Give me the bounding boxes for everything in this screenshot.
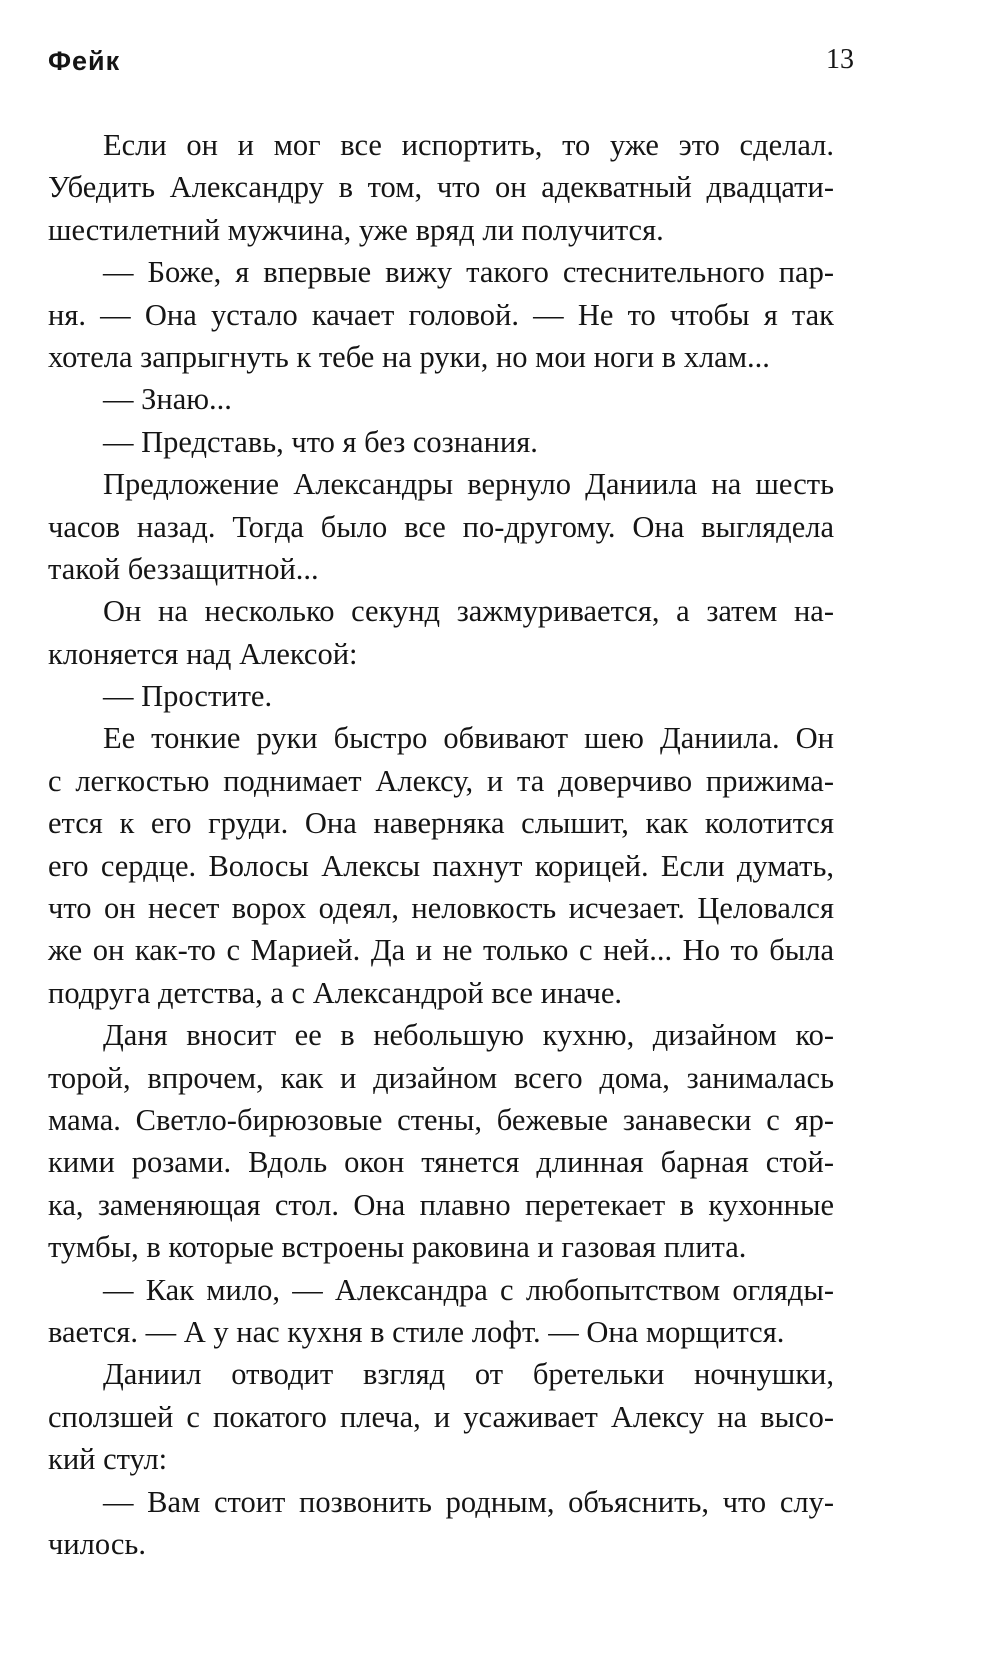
paragraph	[48, 463, 834, 590]
paragraph	[48, 717, 834, 1014]
text-line: — Как мило, — Александра с любопытством огляды-	[103, 1272, 834, 1307]
text-line: кий стул:	[48, 1442, 168, 1477]
text-line: с легкостью поднимает Алексу, и та доверчиво прижима-	[48, 763, 834, 798]
text-line: тумбы, в которые встроены раковина и газовая плита.	[48, 1230, 747, 1265]
paragraph	[48, 378, 834, 420]
text-body	[48, 124, 834, 1565]
text-line: Убедить Александру в том, что он адекватный двадцати-	[48, 170, 834, 205]
text-line: — Боже, я впервые вижу такого стеснительного пар-	[103, 255, 834, 290]
text-line: ня. — Она устало качает головой. — Не то чтобы я так	[48, 297, 834, 332]
book-title: Фейк	[48, 46, 121, 76]
text-line: его сердце. Волосы Алексы пахнут корицей. Если думать,	[48, 848, 834, 883]
text-line: Если он и мог все испортить, то уже это сделал.	[103, 128, 834, 162]
text-line: Он на несколько секунд зажмуривается, а затем на-	[103, 594, 834, 629]
text-line: Даниил отводит взгляд от бретельки ночнушки,	[103, 1357, 834, 1392]
text-line: Ее тонкие руки быстро обвивают шею Даниила. Он	[103, 721, 834, 756]
paragraph	[48, 675, 834, 717]
text-line: часов назад. Тогда было все по-другому. Она выглядела	[48, 509, 834, 544]
text-line: клоняется над Алексой:	[48, 636, 358, 671]
paragraph	[48, 421, 834, 463]
text-line: ка, заменяющая стол. Она плавно перетекает в кухонные	[48, 1187, 834, 1222]
paragraph	[48, 1269, 834, 1354]
text-line: Предложение Александры вернуло Даниила на шесть	[103, 467, 834, 502]
text-line: торой, впрочем, как и дизайном всего дома, занималась	[48, 1060, 834, 1095]
page-number: 13	[826, 44, 854, 75]
paragraph	[48, 1353, 834, 1480]
text-line: подруга детства, а с Александрой все иначе.	[48, 975, 623, 1010]
paragraph	[48, 1014, 834, 1268]
text-line: шестилетний мужчина, уже вряд ли получится.	[48, 212, 664, 247]
text-line: — Простите.	[103, 679, 273, 714]
text-line: кими розами. Вдоль окон тянется длинная барная стой-	[48, 1145, 834, 1180]
paragraph	[48, 1481, 834, 1566]
text-line: — Представь, что я без сознания.	[103, 424, 538, 459]
text-line: хотела запрыгнуть к тебе на руки, но мои ноги в хлам...	[48, 339, 770, 374]
text-line: — Вам стоит позвонить родным, объяснить, что слу-	[103, 1484, 834, 1519]
text-line: сползшей с покатого плеча, и усаживает Алексу на высо-	[48, 1399, 834, 1434]
text-line: же он как-то с Марией. Да и не только с ней... Но то была	[48, 933, 834, 968]
text-line: что он несет ворох одеял, неловкость исчезает. Целовался	[48, 891, 834, 926]
text-line: вается. — А у нас кухня в стиле лофт. — Она морщится.	[48, 1314, 785, 1349]
text-line: ется к его груди. Она наверняка слышит, как колотится	[48, 806, 834, 841]
paragraph	[48, 124, 834, 251]
text-line: мама. Светло-бирюзовые стены, бежевые занавески с яр-	[48, 1102, 834, 1137]
text-line: такой беззащитной...	[48, 551, 319, 586]
text-line: чилось.	[48, 1526, 146, 1561]
text-line: — Знаю...	[103, 382, 232, 417]
text-line: Даня вносит ее в небольшую кухню, дизайном ко-	[103, 1018, 834, 1053]
paragraph	[48, 251, 834, 378]
paragraph	[48, 590, 834, 675]
running-head	[0, 44, 1000, 84]
